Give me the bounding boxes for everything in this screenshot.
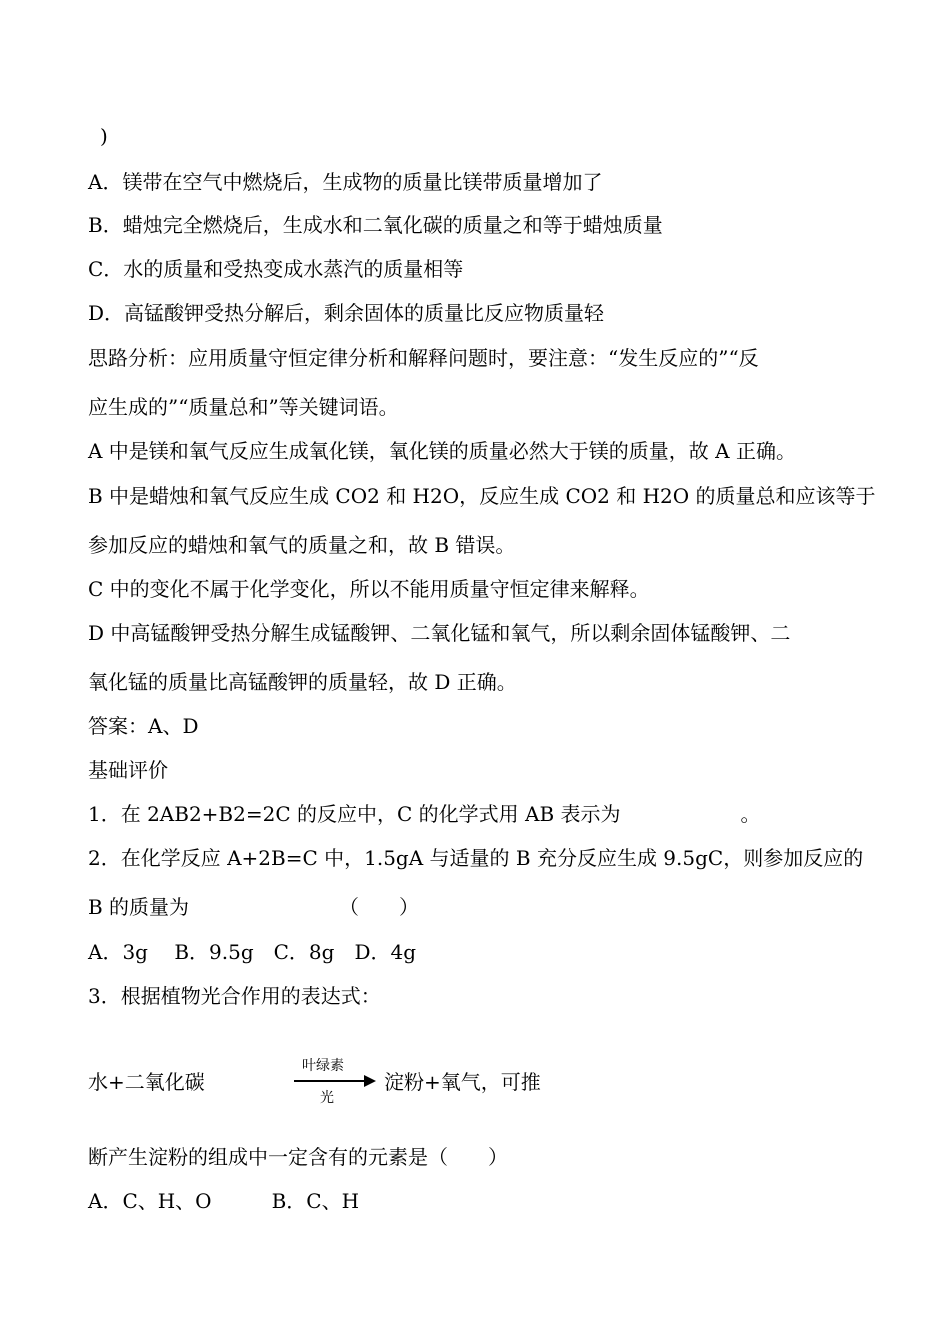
analysis-line-7: D 中高锰酸钾受热分解生成锰酸钾、二氧化锰和氧气，所以剩余固体锰酸钾、二 <box>88 621 791 645</box>
reaction-arrow <box>294 1058 376 1118</box>
analysis-line-2: 应生成的”“质量总和”等关键词语。 <box>88 395 399 419</box>
option-b-line: B．蜡烛完全燃烧后，生成水和二氧化碳的质量之和等于蜡烛质量 <box>88 213 663 237</box>
analysis-line-3: A 中是镁和氧气反应生成氧化镁，氧化镁的质量必然大于镁的质量，故 A 正确。 <box>88 439 796 463</box>
question-2-options: A．3g B．9.5g C．8g D．4g <box>88 940 417 964</box>
analysis-line-6: C 中的变化不属于化学变化，所以不能用质量守恒定律来解释。 <box>88 577 650 601</box>
question-3-line-2: 断产生淀粉的组成中一定含有的元素是（ ） <box>88 1145 508 1169</box>
question-3-options: A．C、H、O B．C、H <box>88 1189 360 1213</box>
arrow-shaft <box>294 1080 366 1082</box>
arrow-head-icon <box>364 1075 376 1087</box>
section-heading: 基础评价 <box>88 758 168 782</box>
question-3-line-1: 3．根据植物光合作用的表达式： <box>88 984 381 1008</box>
arrow-condition-above: 叶绿素 <box>302 1058 344 1074</box>
photosynthesis-equation <box>88 1058 588 1118</box>
analysis-line-8: 氧化锰的质量比高锰酸钾的质量轻，故 D 正确。 <box>88 670 517 694</box>
arrow-condition-below: 光 <box>320 1090 334 1106</box>
text-line-1: ) <box>100 124 108 148</box>
analysis-line-4: B 中是蜡烛和氧气反应生成 CO2 和 H2O，反应生成 CO2 和 H2O 的质量总和应该等于 <box>88 484 876 508</box>
answer-line: 答案：A、D <box>88 714 199 738</box>
equation-products: 淀粉+氧气，可推 <box>384 1070 541 1094</box>
question-1-line: 1．在 2AB2+B2=2C 的反应中，C 的化学式用 AB 表示为 。 <box>88 802 761 826</box>
equation-reactants: 水+二氧化碳 <box>88 1070 205 1094</box>
option-c-line: C．水的质量和受热变成水蒸汽的质量相等 <box>88 257 464 281</box>
analysis-line-1: 思路分析：应用质量守恒定律分析和解释问题时，要注意：“发生反应的”“反 <box>88 346 759 370</box>
option-d-line: D．高锰酸钾受热分解后，剩余固体的质量比反应物质量轻 <box>88 301 605 325</box>
question-2-line-2: B 的质量为 （ ） <box>88 895 420 919</box>
option-a-line: A．镁带在空气中燃烧后，生成物的质量比镁带质量增加了 <box>88 170 603 194</box>
analysis-line-5: 参加反应的蜡烛和氧气的质量之和，故 B 错误。 <box>88 533 516 557</box>
question-2-line-1: 2．在化学反应 A+2B=C 中，1.5gA 与适量的 B 充分反应生成 9.5gC，则参加反应的 <box>88 846 864 870</box>
